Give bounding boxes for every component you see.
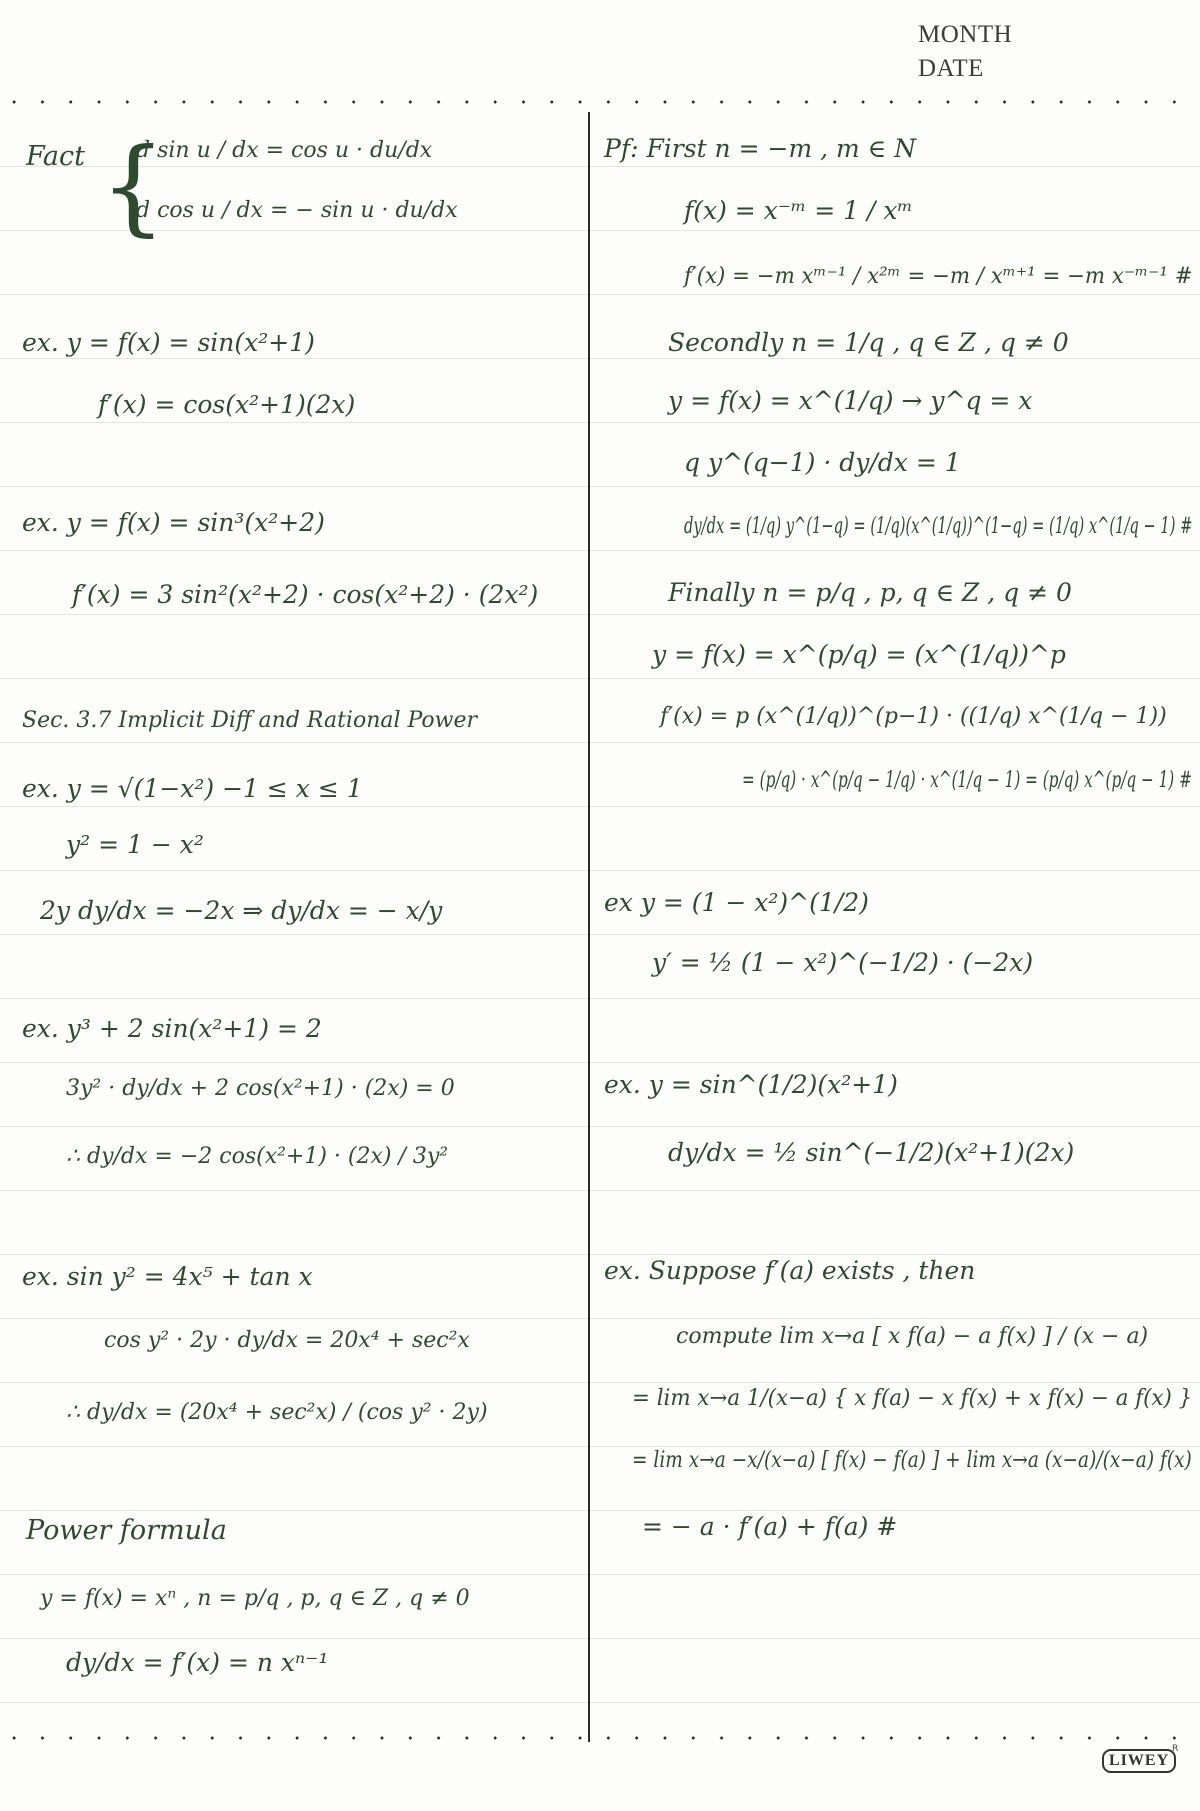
ex3-line-2: y² = 1 − x²	[66, 830, 204, 859]
pf-line-6: q y^(q−1) · dy/dx = 1	[684, 448, 961, 477]
ruled-line	[0, 1254, 1200, 1255]
fact-line-1: d sin u / dx = cos u · du/dx	[136, 138, 433, 163]
bottom-dot-row	[0, 1736, 1200, 1740]
ex4-line-1: ex. y³ + 2 sin(x²+1) = 2	[22, 1014, 322, 1043]
brace-glyph: {	[100, 125, 167, 247]
ruled-line	[0, 1382, 1200, 1383]
ex2-line-2: f′(x) = 3 sin²(x²+2) · cos(x²+2) · (2x²)	[72, 580, 539, 609]
ex5-line-2: cos y² · 2y · dy/dx = 20x⁴ + sec²x	[104, 1328, 470, 1353]
ex8-line-4: = lim x→a −x/(x−a) [ f(x) − f(a) ] + lim x→a (x−a)/(x−a) f(x)	[632, 1448, 1192, 1473]
ex8-line-3: = lim x→a 1/(x−a) { x f(a) − x f(x) + x f(x) − a f(x) }	[632, 1386, 1193, 1411]
ex8-line-1: ex. Suppose f′(a) exists , then	[604, 1256, 976, 1285]
ex3-line-3: 2y dy/dx = −2x ⇒ dy/dx = − x/y	[40, 896, 443, 925]
ex1-line-1: ex. y = f(x) = sin(x²+1)	[22, 328, 315, 357]
pf-line-2: f(x) = x⁻ᵐ = 1 / xᵐ	[684, 196, 913, 225]
ruled-line	[0, 1190, 1200, 1191]
date-label: DATE	[918, 55, 984, 82]
ruled-line	[0, 486, 1200, 487]
column-divider	[588, 112, 590, 1742]
pf-line-4: Secondly n = 1/q , q ∈ Z , q ≠ 0	[668, 328, 1069, 357]
ruled-line	[0, 742, 1200, 743]
ex4-line-3: ∴ dy/dx = −2 cos(x²+1) · (2x) / 3y²	[66, 1144, 449, 1169]
month-label: MONTH	[918, 21, 1013, 48]
pf-line-9: y = f(x) = x^(p/q) = (x^(1/q))^p	[652, 640, 1066, 669]
ruled-line	[0, 1318, 1200, 1319]
ruled-line	[0, 1638, 1200, 1639]
ex1-line-2: f′(x) = cos(x²+1)(2x)	[98, 390, 356, 419]
section-title: Sec. 3.7 Implicit Diff and Rational Power	[22, 708, 478, 733]
ex8-line-5: = − a · f′(a) + f(a) #	[642, 1512, 898, 1541]
registered-mark: R	[1172, 1744, 1179, 1754]
power-line-1: y = f(x) = xⁿ , n = p/q , p, q ∈ Z , q ≠ 0	[40, 1586, 470, 1611]
ex6-line-1: ex y = (1 − x²)^(1/2)	[604, 888, 869, 917]
page-header	[918, 18, 1012, 86]
ex5-line-3: ∴ dy/dx = (20x⁴ + sec²x) / (cos y² · 2y)	[66, 1400, 488, 1425]
ex2-line-1: ex. y = f(x) = sin³(x²+2)	[22, 508, 325, 537]
brand-logo: LIWEY	[1102, 1749, 1176, 1773]
ruled-line	[0, 678, 1200, 679]
ex8-line-2: compute lim x→a [ x f(a) − a f(x) ] / (x − a)	[676, 1324, 1149, 1349]
ruled-line	[0, 358, 1200, 359]
power-line-2: dy/dx = f′(x) = n xⁿ⁻¹	[66, 1648, 329, 1677]
ruled-line	[0, 998, 1200, 999]
ruled-line	[0, 294, 1200, 295]
ruled-line	[0, 1062, 1200, 1063]
ruled-line	[0, 806, 1200, 807]
ruled-line	[0, 550, 1200, 551]
pf-line-8: Finally n = p/q , p, q ∈ Z , q ≠ 0	[668, 578, 1072, 607]
pf-line-11: = (p/q) · x^(p/q − 1/q) · x^(1/q − 1) = (p/q) x^(p/q − 1) #	[742, 768, 1192, 793]
ex7-line-1: ex. y = sin^(1/2)(x²+1)	[604, 1070, 898, 1099]
fact-label: Fact	[26, 141, 85, 172]
top-dot-row	[0, 100, 1200, 104]
ex4-line-2: 3y² · dy/dx + 2 cos(x²+1) · (2x) = 0	[66, 1076, 455, 1101]
ruled-line	[0, 1126, 1200, 1127]
ruled-line	[0, 422, 1200, 423]
ex6-line-2: y′ = ½ (1 − x²)^(−1/2) · (−2x)	[652, 948, 1034, 977]
ex7-line-2: dy/dx = ½ sin^(−1/2)(x²+1)(2x)	[668, 1138, 1075, 1167]
fact-line-2: d cos u / dx = − sin u · du/dx	[136, 198, 458, 223]
pf-line-10: f′(x) = p (x^(1/q))^(p−1) · ((1/q) x^(1/q − 1))	[660, 704, 1167, 729]
ruled-line	[0, 1510, 1200, 1511]
ruled-line	[0, 1702, 1200, 1703]
power-title: Power formula	[26, 1515, 227, 1546]
ruled-line	[0, 934, 1200, 935]
pf-line-5: y = f(x) = x^(1/q) → y^q = x	[668, 386, 1033, 415]
ruled-line	[0, 230, 1200, 231]
ruled-line	[0, 870, 1200, 871]
ex5-line-1: ex. sin y² = 4x⁵ + tan x	[22, 1262, 313, 1291]
ruled-line	[0, 614, 1200, 615]
ruled-line	[0, 1574, 1200, 1575]
pf-line-7: dy/dx = (1/q) y^(1−q) = (1/q)(x^(1/q))^(1−q) = (1/q) x^(1/q − 1) #	[684, 514, 1193, 539]
ex3-line-1: ex. y = √(1−x²) −1 ≤ x ≤ 1	[22, 774, 363, 803]
pf-line-3: f′(x) = −m xᵐ⁻¹ / x²ᵐ = −m / xᵐ⁺¹ = −m x⁻ᵐ⁻¹ #	[684, 264, 1193, 289]
ruled-line	[0, 166, 1200, 167]
pf-line-1: Pf: First n = −m , m ∈ N	[604, 134, 916, 163]
